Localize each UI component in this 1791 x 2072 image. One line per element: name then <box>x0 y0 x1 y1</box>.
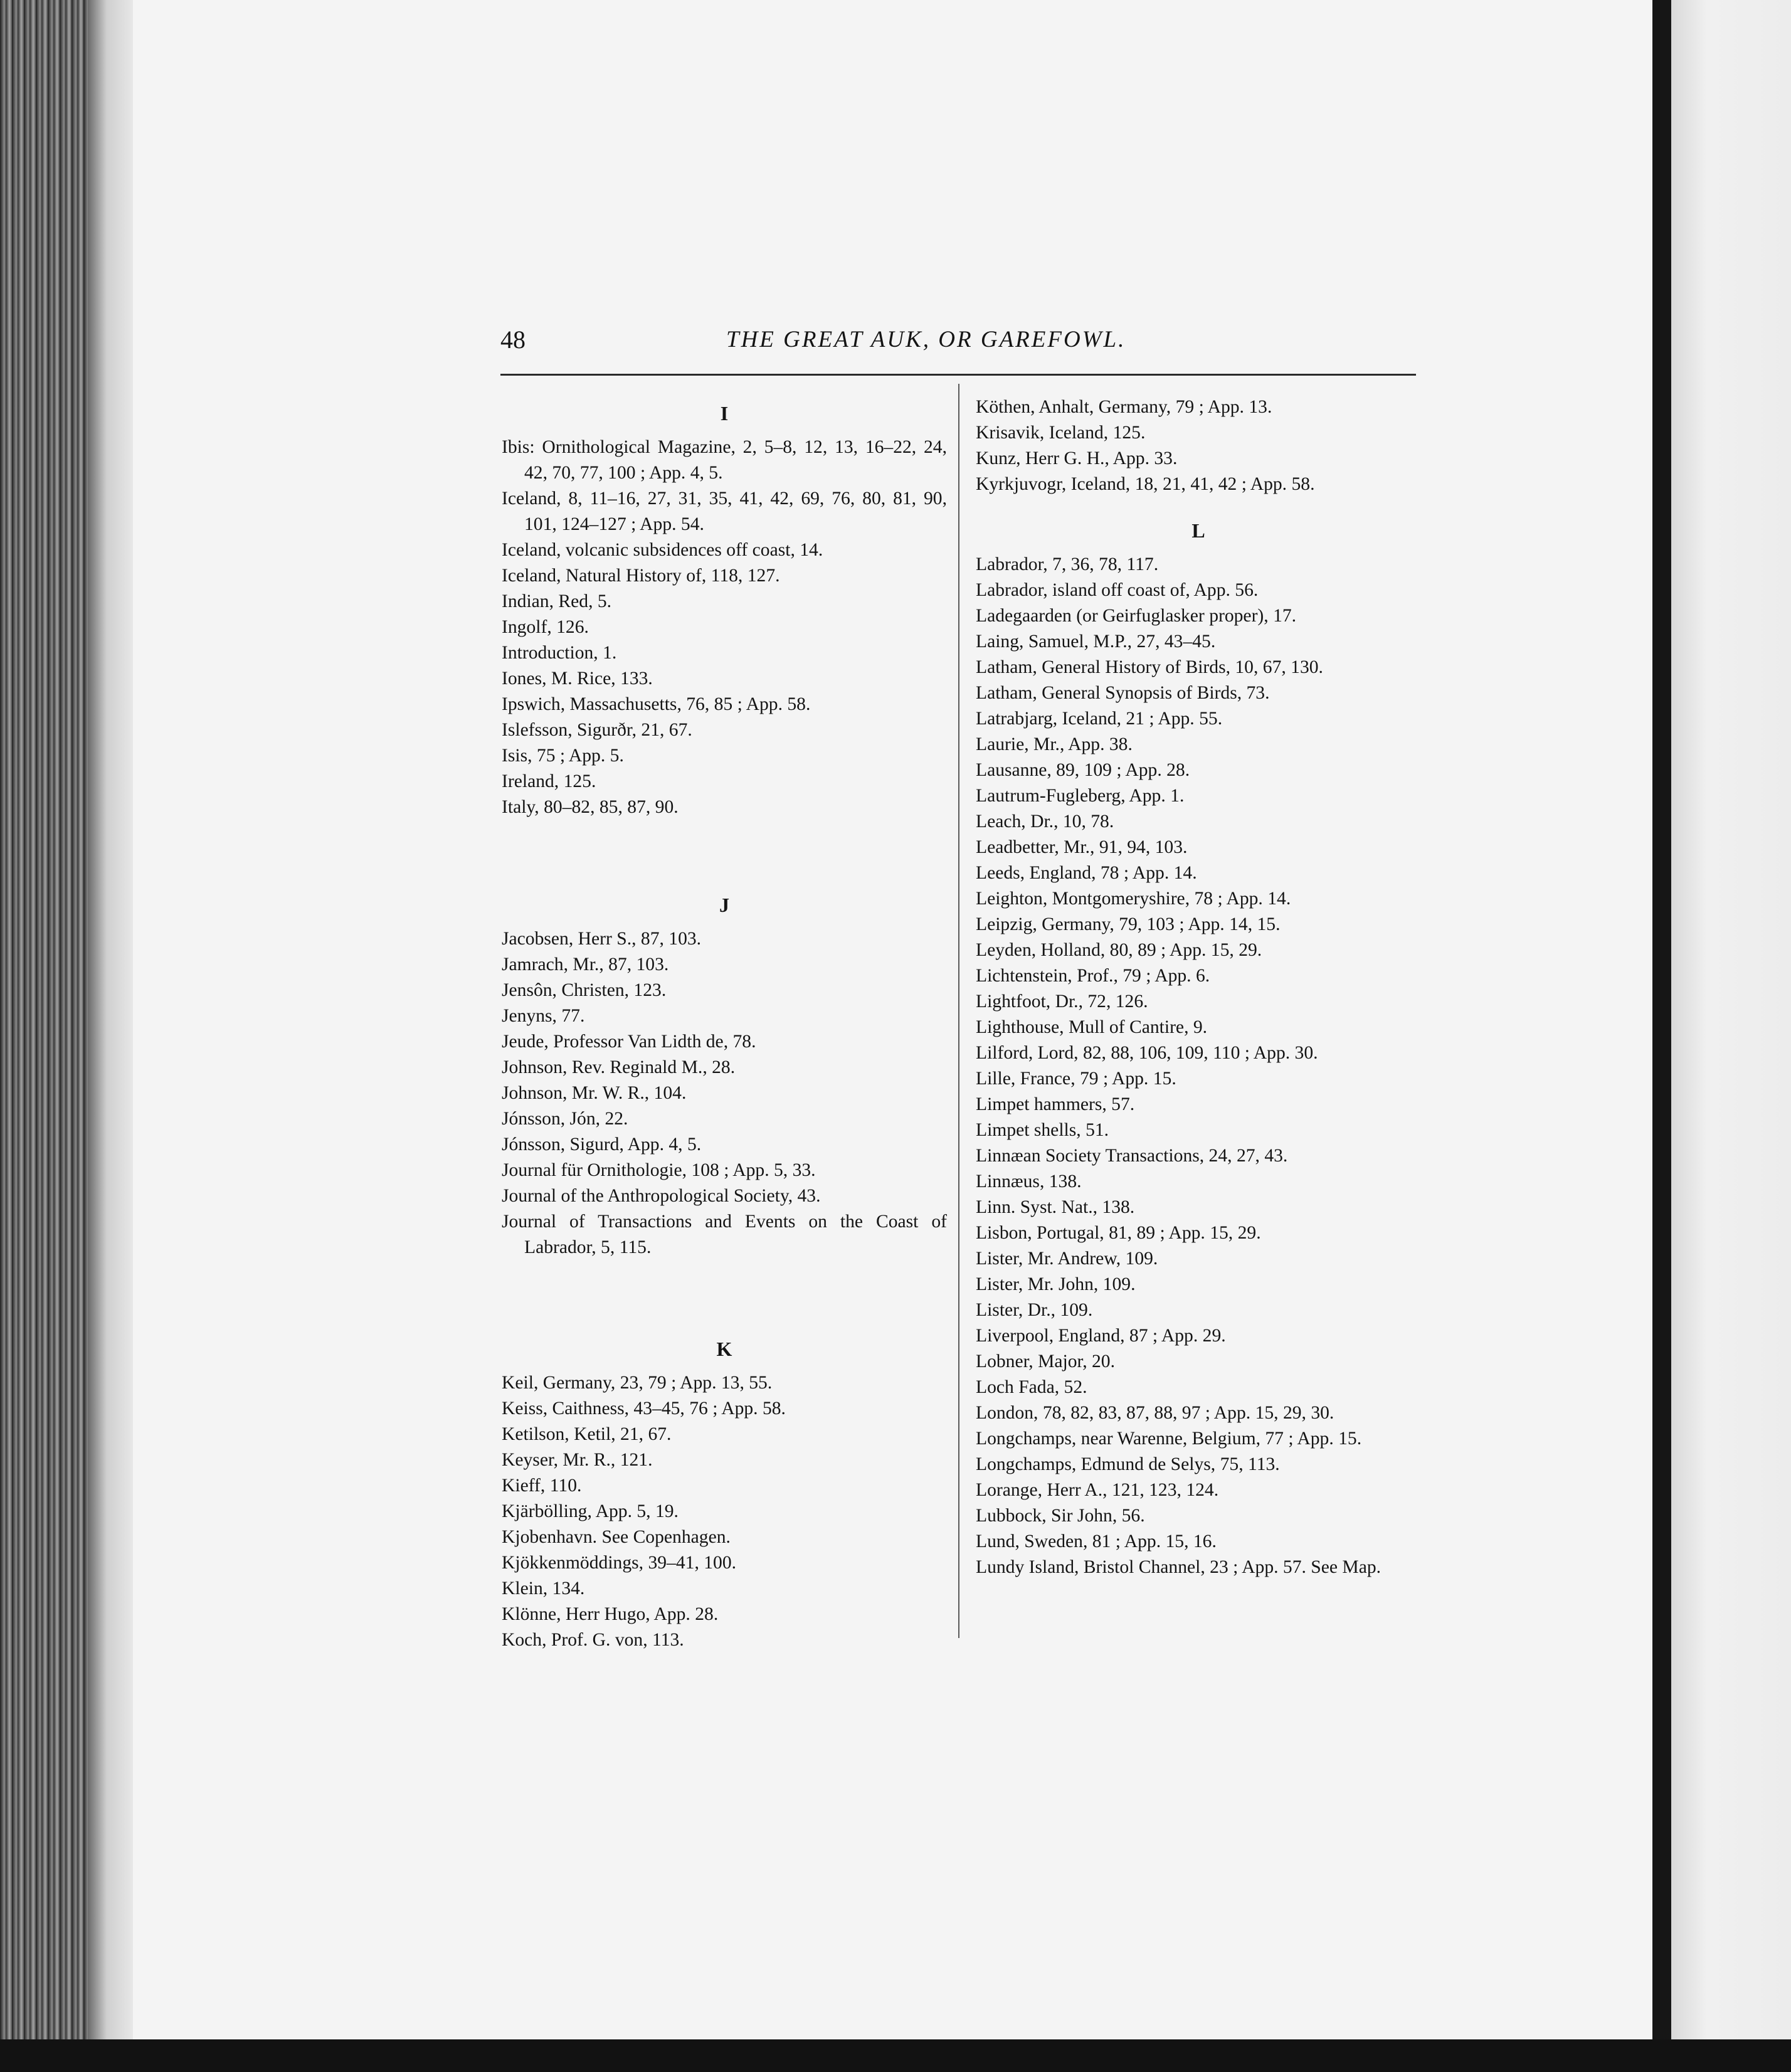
index-entry: Iones, M. Rice, 133. <box>502 669 653 689</box>
index-entry: Leadbetter, Mr., 91, 94, 103. <box>976 837 1188 857</box>
index-entry: Johnson, Rev. Reginald M., 28. <box>502 1057 736 1077</box>
index-entry: Ireland, 125. <box>502 771 596 791</box>
index-entry: Linnæus, 138. <box>976 1171 1082 1192</box>
section-letter-i: I <box>720 402 729 425</box>
index-entry: Latrabjarg, Iceland, 21 ; App. 55. <box>976 709 1223 729</box>
index-entry: Lubbock, Sir John, 56. <box>976 1506 1145 1526</box>
running-header <box>500 321 1416 359</box>
page-gutter-shadow <box>88 0 135 2072</box>
index-entry: Johnson, Mr. W. R., 104. <box>502 1083 687 1103</box>
index-entry: Longchamps, near Warenne, Belgium, 77 ; App. 15. <box>976 1429 1362 1449</box>
index-entry: Lightfoot, Dr., 72, 126. <box>976 991 1148 1012</box>
index-entry: Leeds, England, 78 ; App. 14. <box>976 863 1197 883</box>
page-title: THE GREAT AUK, OR GAREFOWL. <box>726 327 1126 352</box>
index-entry: Keil, Germany, 23, 79 ; App. 13, 55. <box>502 1373 773 1393</box>
index-entry: Ibis: Ornithological Magazine, 2, 5–8, 12, 13, 16–22, 24, 42, 70, 77, 100 ; App. 4, 5. <box>502 437 947 483</box>
index-entry: Jensôn, Christen, 123. <box>502 980 667 1000</box>
index-entry: Liverpool, England, 87 ; App. 29. <box>976 1326 1226 1346</box>
index-entry: Iceland, volcanic subsidences off coast, 14. <box>502 540 823 560</box>
index-entry: London, 78, 82, 83, 87, 88, 97 ; App. 15, 29, 30. <box>976 1403 1334 1423</box>
index-entry: Ladegaarden (or Geirfuglasker proper), 17. <box>976 606 1297 626</box>
index-entry: Lobner, Major, 20. <box>976 1351 1115 1372</box>
index-entry: Kjärbölling, App. 5, 19. <box>502 1501 679 1521</box>
index-entry: Indian, Red, 5. <box>502 591 612 611</box>
index-entry: Lille, France, 79 ; App. 15. <box>976 1069 1176 1089</box>
page-edge-shadow <box>1652 0 1671 2072</box>
index-entry: Latham, General Synopsis of Birds, 73. <box>976 683 1270 703</box>
index-entry: Kjobenhavn. See Copenhagen. <box>502 1527 731 1547</box>
index-entry: Lund, Sweden, 81 ; App. 15, 16. <box>976 1531 1217 1551</box>
index-entry: Linnæan Society Transactions, 24, 27, 43. <box>976 1146 1288 1166</box>
index-entry: Isis, 75 ; App. 5. <box>502 746 624 766</box>
index-entry: Iceland, Natural History of, 118, 127. <box>502 566 780 586</box>
index-entry: Limpet shells, 51. <box>976 1120 1109 1140</box>
header-rule <box>500 374 1416 376</box>
index-entry: Keyser, Mr. R., 121. <box>502 1450 653 1470</box>
index-entry: Koch, Prof. G. von, 113. <box>502 1630 684 1650</box>
scan-bottom-border <box>0 2039 1791 2072</box>
index-entry: Lichtenstein, Prof., 79 ; App. 6. <box>976 966 1210 986</box>
index-entry: Leipzig, Germany, 79, 103 ; App. 14, 15. <box>976 914 1281 934</box>
index-entry: Lighthouse, Mull of Cantire, 9. <box>976 1017 1208 1037</box>
index-entry: Ingolf, 126. <box>502 617 589 637</box>
index-entry: Loch Fada, 52. <box>976 1377 1087 1397</box>
index-entry: Köthen, Anhalt, Germany, 79 ; App. 13. <box>976 397 1272 417</box>
index-entry: Limpet hammers, 57. <box>976 1094 1135 1114</box>
index-entry: Lilford, Lord, 82, 88, 106, 109, 110 ; App. 30. <box>976 1043 1318 1063</box>
index-entry: Linn. Syst. Nat., 138. <box>976 1197 1135 1217</box>
index-entry: Journal of Transactions and Events on the Coast of Labrador, 5, 115. <box>502 1212 947 1257</box>
page-number: 48 <box>500 325 526 354</box>
index-entry: Journal of the Anthropological Society, 43. <box>502 1186 821 1206</box>
index-entry: Italy, 80–82, 85, 87, 90. <box>502 797 679 817</box>
index-entry: Jeude, Professor Van Lidth de, 78. <box>502 1032 756 1052</box>
index-entry: Jacobsen, Herr S., 87, 103. <box>502 929 702 949</box>
right-column <box>976 394 1421 1580</box>
index-entry: Lundy Island, Bristol Channel, 23 ; App. 57. See Map. <box>976 1557 1382 1577</box>
index-entry: Laing, Samuel, M.P., 27, 43–45. <box>976 632 1216 652</box>
index-entry: Leighton, Montgomeryshire, 78 ; App. 14. <box>976 889 1291 909</box>
index-entry: Islefsson, Sigurðr, 21, 67. <box>502 720 692 740</box>
index-entry: Krisavik, Iceland, 125. <box>976 423 1146 443</box>
index-entry: Jenyns, 77. <box>502 1006 585 1026</box>
index-entry: Laurie, Mr., App. 38. <box>976 734 1133 754</box>
section-letter-j: J <box>719 894 729 916</box>
index-entry: Jónsson, Sigurd, App. 4, 5. <box>502 1134 702 1155</box>
index-entry: Klein, 134. <box>502 1578 585 1599</box>
index-entry: Leyden, Holland, 80, 89 ; App. 15, 29. <box>976 940 1262 960</box>
index-entry: Introduction, 1. <box>502 643 617 663</box>
index-entry: Ipswich, Massachusetts, 76, 85 ; App. 58. <box>502 694 811 714</box>
index-entry: Lausanne, 89, 109 ; App. 28. <box>976 760 1190 780</box>
index-entry: Lorange, Herr A., 121, 123, 124. <box>976 1480 1219 1500</box>
index-entry: Kyrkjuvogr, Iceland, 18, 21, 41, 42 ; App. 58. <box>976 474 1315 494</box>
index-entry: Leach, Dr., 10, 78. <box>976 811 1114 832</box>
index-entry: Lister, Dr., 109. <box>976 1300 1093 1320</box>
index-entry: Kieff, 110. <box>502 1476 582 1496</box>
section-letter-k: K <box>716 1338 732 1360</box>
column-divider <box>958 384 959 1638</box>
adjacent-page-sliver <box>1671 0 1791 2072</box>
index-entry: Lisbon, Portugal, 81, 89 ; App. 15, 29. <box>976 1223 1261 1243</box>
index-entry: Kjökkenmöddings, 39–41, 100. <box>502 1553 737 1573</box>
section-letter-l: L <box>1191 519 1205 542</box>
index-entry: Labrador, 7, 36, 78, 117. <box>976 554 1159 574</box>
index-entry: Iceland, 8, 11–16, 27, 31, 35, 41, 42, 69, 76, 80, 81, 90, 101, 124–127 ; App. 54. <box>502 489 947 534</box>
index-entry: Lautrum-Fugleberg, App. 1. <box>976 786 1185 806</box>
index-entry: Labrador, island off coast of, App. 56. <box>976 580 1259 600</box>
index-entry: Klönne, Herr Hugo, App. 28. <box>502 1604 719 1624</box>
index-entry: Lister, Mr. John, 109. <box>976 1274 1136 1294</box>
index-entry: Journal für Ornithologie, 108 ; App. 5, 33. <box>502 1160 816 1180</box>
index-entry: Longchamps, Edmund de Selys, 75, 113. <box>976 1454 1280 1474</box>
index-entry: Ketilson, Ketil, 21, 67. <box>502 1424 672 1444</box>
index-entry: Jamrach, Mr., 87, 103. <box>502 954 669 975</box>
index-entry: Latham, General History of Birds, 10, 67, 130. <box>976 657 1323 677</box>
index-entry: Jónsson, Jón, 22. <box>502 1109 628 1129</box>
index-entry: Keiss, Caithness, 43–45, 76 ; App. 58. <box>502 1398 786 1419</box>
index-entry: Kunz, Herr G. H., App. 33. <box>976 448 1178 468</box>
index-entry: Lister, Mr. Andrew, 109. <box>976 1249 1158 1269</box>
left-column <box>502 394 947 1653</box>
